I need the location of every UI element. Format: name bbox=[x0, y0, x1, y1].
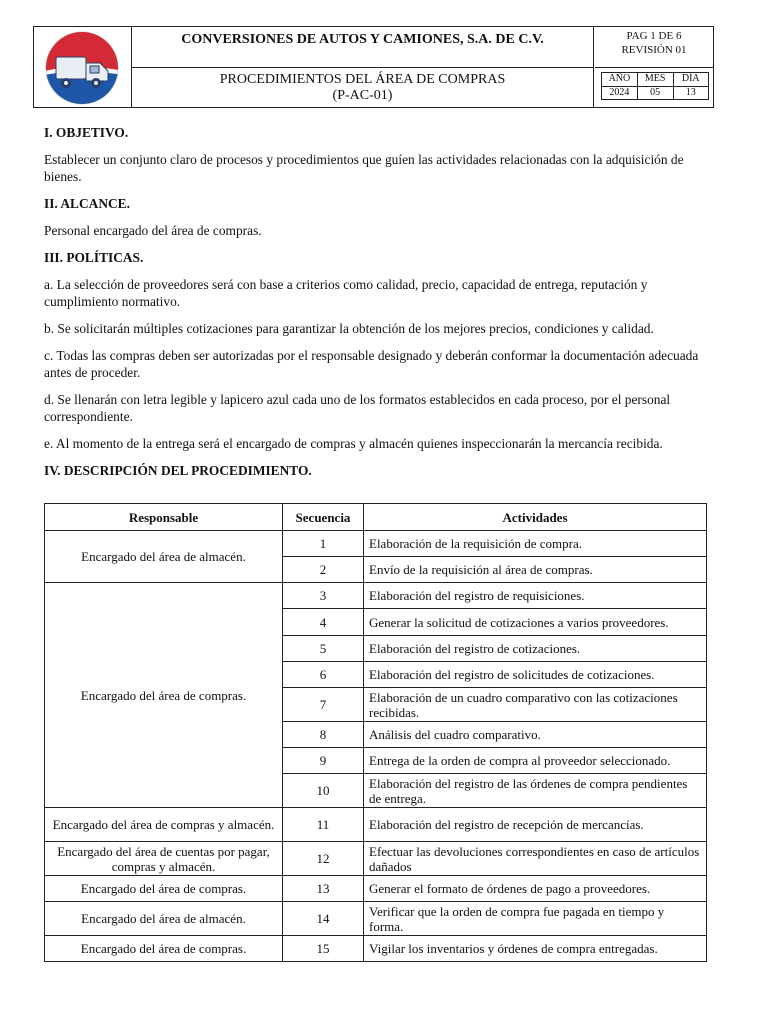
procedure-table-body bbox=[45, 531, 707, 962]
table-row bbox=[45, 876, 707, 902]
activity-cell: Elaboración del registro de solicitudes de cotizaciones. bbox=[364, 662, 707, 688]
procedure-title bbox=[132, 68, 594, 107]
activity-cell: Generar el formato de órdenes de pago a proveedores. bbox=[364, 876, 707, 902]
responsable-cell: Encargado del área de almacén. bbox=[45, 902, 283, 936]
activity-cell: Elaboración del registro de las órdenes de compra pendientes de entrega. bbox=[364, 774, 707, 808]
activity-cell: Envío de la requisición al área de compras. bbox=[364, 557, 707, 583]
column-header-actividades: Actividades bbox=[364, 504, 707, 531]
politica-item: a. La selección de proveedores será con base a criterios como calidad, precio, capacidad de entrega, reputación y cumplimiento normativo. bbox=[44, 277, 648, 309]
sequence-cell: 1 bbox=[283, 531, 364, 557]
sequence-cell: 7 bbox=[283, 688, 364, 722]
table-header-row bbox=[45, 504, 707, 531]
responsable-cell: Encargado del área de compras. bbox=[45, 936, 283, 962]
sequence-cell: 8 bbox=[283, 722, 364, 748]
objetivo-text: Establecer un conjunto claro de procesos y procedimientos que guíen las actividades relacionadas con la adquisición de bienes. bbox=[44, 152, 684, 184]
politica-item: c. Todas las compras deben ser autorizadas por el responsable designado y deberán conformar la documentación adecuada antes de proceder. bbox=[44, 348, 699, 380]
sequence-cell: 14 bbox=[283, 902, 364, 936]
activity-cell: Entrega de la orden de compra al proveedor seleccionado. bbox=[364, 748, 707, 774]
truck-logo-icon bbox=[34, 27, 131, 107]
table-row bbox=[45, 531, 707, 557]
activity-cell: Elaboración del registro de recepción de mercancías. bbox=[364, 808, 707, 842]
date-value-day: 13 bbox=[673, 86, 709, 100]
section-heading-objetivo: I. OBJETIVO. bbox=[44, 125, 129, 140]
activity-cell: Vigilar los inventarios y órdenes de compra entregadas. bbox=[364, 936, 707, 962]
procedure-table bbox=[44, 503, 707, 962]
sequence-cell: 11 bbox=[283, 808, 364, 842]
sequence-cell: 4 bbox=[283, 609, 364, 636]
page-info bbox=[595, 27, 713, 68]
procedure-title-line1: PROCEDIMIENTOS DEL ÁREA DE COMPRAS bbox=[219, 72, 506, 87]
column-header-responsable: Responsable bbox=[45, 504, 283, 531]
section-heading-alcance: II. ALCANCE. bbox=[44, 196, 130, 211]
sequence-cell: 13 bbox=[283, 876, 364, 902]
document-header bbox=[33, 26, 714, 108]
sequence-cell: 15 bbox=[283, 936, 364, 962]
revision-number: REVISIÓN 01 bbox=[621, 44, 687, 56]
sequence-cell: 5 bbox=[283, 636, 364, 662]
date-label-year: AÑO bbox=[602, 73, 638, 87]
alcance-text: Personal encargado del área de compras. bbox=[44, 223, 262, 238]
sequence-cell: 6 bbox=[283, 662, 364, 688]
date-label-day: DÍA bbox=[673, 73, 709, 87]
responsable-cell: Encargado del área de almacén. bbox=[45, 531, 283, 583]
politica-item: d. Se llenarán con letra legible y lapicero azul cada uno de los formatos establecidos en cada proceso, por el personal correspondiente. bbox=[44, 392, 671, 424]
responsable-cell: Encargado del área de cuentas por pagar, compras y almacén. bbox=[45, 842, 283, 876]
activity-cell: Análisis del cuadro comparativo. bbox=[364, 722, 707, 748]
sequence-cell: 2 bbox=[283, 557, 364, 583]
procedure-code: (P-AC-01) bbox=[332, 88, 393, 103]
activity-cell: Verificar que la orden de compra fue pagada en tiempo y forma. bbox=[364, 902, 707, 936]
date-table bbox=[601, 72, 709, 100]
table-row bbox=[45, 583, 707, 609]
activity-cell: Elaboración de un cuadro comparativo con las cotizaciones recibidas. bbox=[364, 688, 707, 722]
responsable-cell: Encargado del área de compras y almacén. bbox=[45, 808, 283, 842]
logo-cell bbox=[34, 27, 132, 107]
date-value-year: 2024 bbox=[602, 86, 638, 100]
sequence-cell: 12 bbox=[283, 842, 364, 876]
page-number: PAG 1 DE 6 bbox=[626, 30, 682, 42]
sequence-cell: 10 bbox=[283, 774, 364, 808]
date-label-month: MES bbox=[637, 73, 673, 87]
activity-cell: Efectuar las devoluciones correspondientes en caso de artículos dañados bbox=[364, 842, 707, 876]
sequence-cell: 3 bbox=[283, 583, 364, 609]
table-row bbox=[45, 902, 707, 936]
table-row bbox=[45, 808, 707, 842]
activity-cell: Elaboración de la requisición de compra. bbox=[364, 531, 707, 557]
activity-cell: Elaboración del registro de requisiciones. bbox=[364, 583, 707, 609]
sequence-cell: 9 bbox=[283, 748, 364, 774]
date-value-month: 05 bbox=[637, 86, 673, 100]
section-heading-politicas: III. POLÍTICAS. bbox=[44, 250, 144, 265]
politica-item: b. Se solicitarán múltiples cotizaciones para garantizar la obtención de los mejores precios, condiciones y calidad. bbox=[44, 321, 654, 336]
responsable-cell: Encargado del área de compras. bbox=[45, 583, 283, 808]
document-body bbox=[44, 124, 714, 489]
responsable-cell: Encargado del área de compras. bbox=[45, 876, 283, 902]
activity-cell: Elaboración del registro de cotizaciones. bbox=[364, 636, 707, 662]
table-row bbox=[45, 936, 707, 962]
politica-item: e. Al momento de la entrega será el encargado de compras y almacén quienes inspeccionarán la mercancía recibida. bbox=[44, 436, 663, 451]
activity-cell: Generar la solicitud de cotizaciones a varios proveedores. bbox=[364, 609, 707, 636]
company-name: CONVERSIONES DE AUTOS Y CAMIONES, S.A. DE C.V. bbox=[132, 27, 594, 68]
column-header-secuencia: Secuencia bbox=[283, 504, 364, 531]
table-row bbox=[45, 842, 707, 876]
section-heading-descripcion: IV. DESCRIPCIÓN DEL PROCEDIMIENTO. bbox=[44, 463, 312, 478]
